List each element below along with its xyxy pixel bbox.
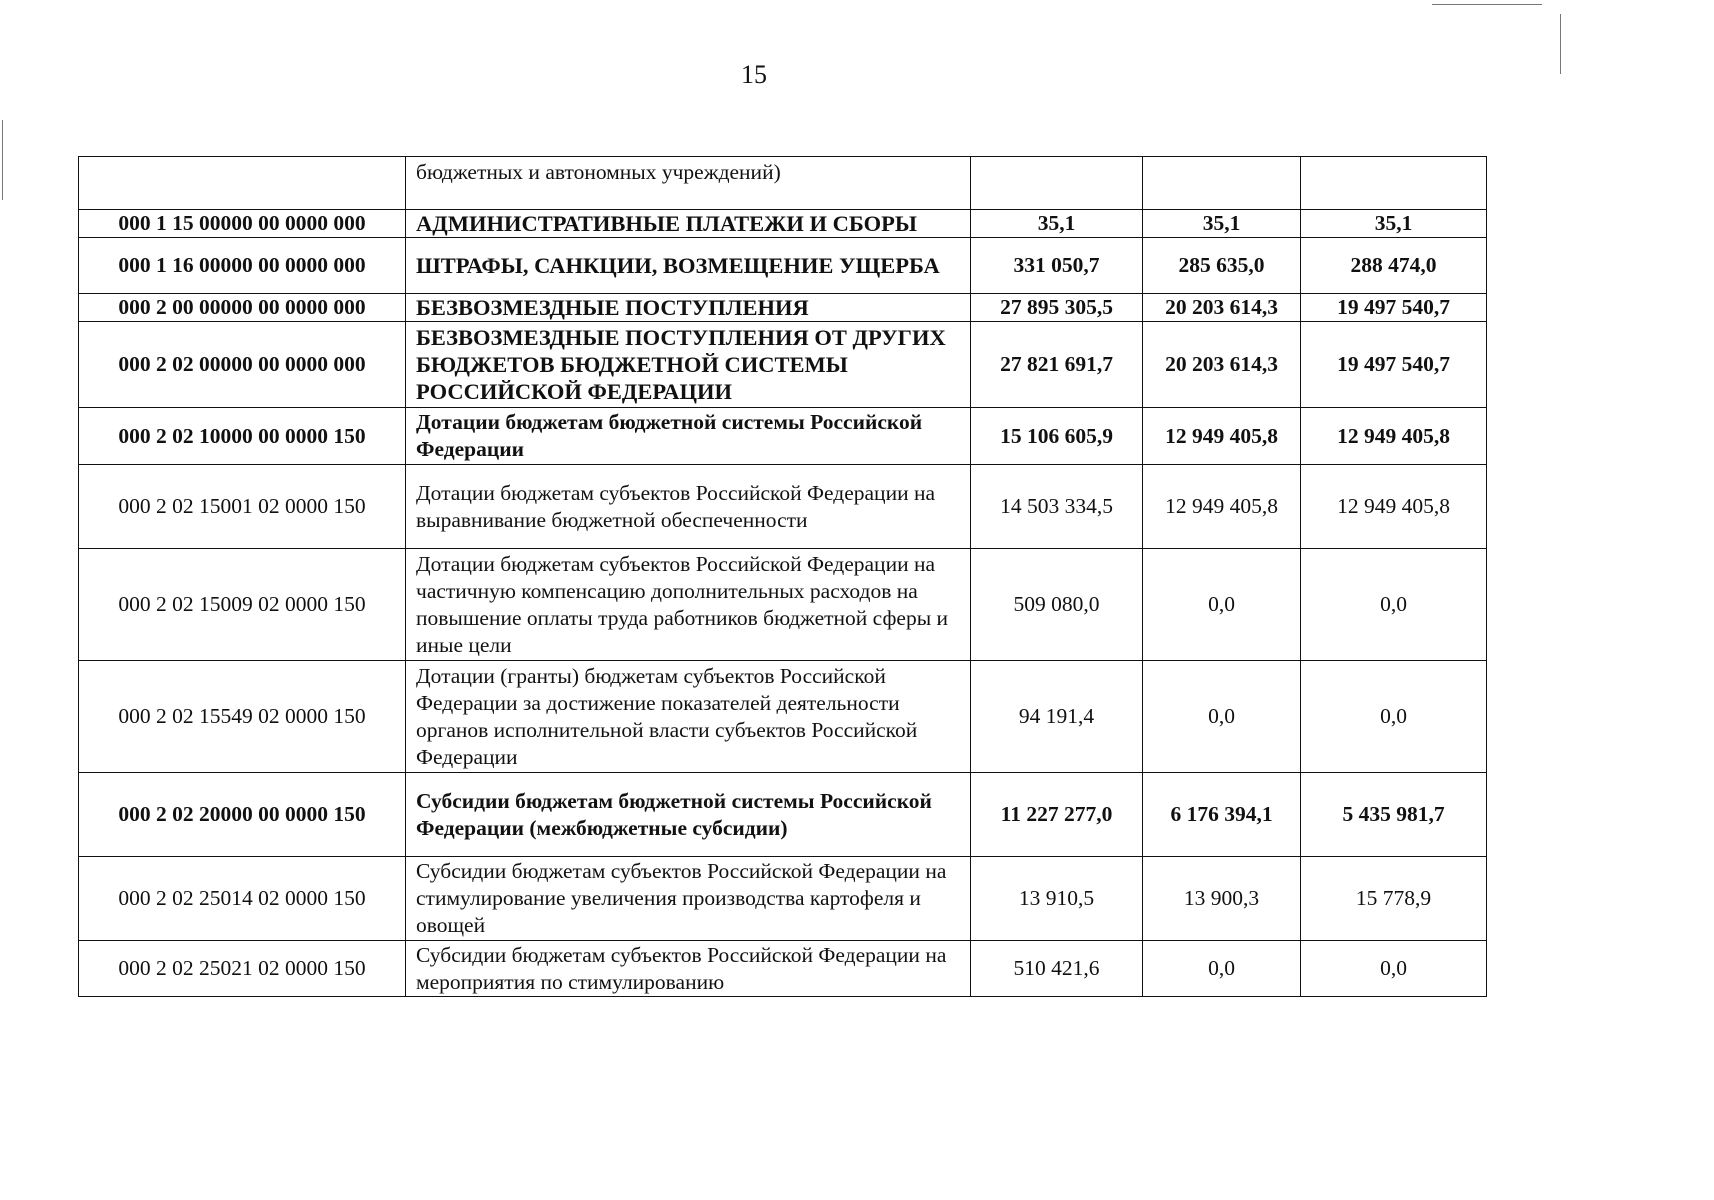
amount-col-2: 12 949 405,8 [1143,465,1301,549]
amount-col-1 [971,157,1143,210]
amount-col-3: 0,0 [1301,941,1487,997]
amount-col-2: 0,0 [1143,941,1301,997]
revenue-name: Дотации бюджетам бюджетной системы Российской Федерации [406,408,971,465]
amount-col-1: 27 821 691,7 [971,322,1143,408]
budget-code: 000 2 02 15001 02 0000 150 [79,465,406,549]
amount-col-1: 509 080,0 [971,549,1143,661]
budget-code [79,157,406,210]
table-row [79,549,1487,661]
amount-col-3: 0,0 [1301,549,1487,661]
revenue-name: БЕЗВОЗМЕЗДНЫЕ ПОСТУПЛЕНИЯ ОТ ДРУГИХ БЮДЖЕТОВ БЮДЖЕТНОЙ СИСТЕМЫ РОССИЙСКОЙ ФЕДЕРАЦИИ [406,322,971,408]
amount-col-2: 20 203 614,3 [1143,294,1301,322]
revenue-name: Дотации бюджетам субъектов Российской Федерации на частичную компенсацию дополнительных расходов на повышение оплаты труда работников бюджетной сферы и иные цели [406,549,971,661]
amount-col-1: 510 421,6 [971,941,1143,997]
amount-col-2: 13 900,3 [1143,857,1301,941]
budget-code: 000 2 02 15549 02 0000 150 [79,661,406,773]
amount-col-3: 288 474,0 [1301,238,1487,294]
amount-col-1: 35,1 [971,210,1143,238]
revenue-name: БЕЗВОЗМЕЗДНЫЕ ПОСТУПЛЕНИЯ [406,294,971,322]
amount-col-2: 285 635,0 [1143,238,1301,294]
amount-col-2: 0,0 [1143,549,1301,661]
scan-edge-mark [2,120,3,200]
table-row [79,661,1487,773]
amount-col-2: 20 203 614,3 [1143,322,1301,408]
scan-edge-mark [1432,4,1542,5]
revenue-name: Субсидии бюджетам субъектов Российской Федерации на стимулирование увеличения производства картофеля и овощей [406,857,971,941]
budget-code: 000 1 15 00000 00 0000 000 [79,210,406,238]
amount-col-2 [1143,157,1301,210]
amount-col-3: 35,1 [1301,210,1487,238]
revenue-name: ШТРАФЫ, САНКЦИИ, ВОЗМЕЩЕНИЕ УЩЕРБА [406,238,971,294]
amount-col-2: 0,0 [1143,661,1301,773]
amount-col-2: 35,1 [1143,210,1301,238]
amount-col-3: 12 949 405,8 [1301,408,1487,465]
amount-col-3 [1301,157,1487,210]
revenue-name: Дотации (гранты) бюджетам субъектов Российской Федерации за достижение показателей деятельности органов исполнительной власти субъектов Российской Федерации [406,661,971,773]
amount-col-1: 15 106 605,9 [971,408,1143,465]
revenue-name: АДМИНИСТРАТИВНЫЕ ПЛАТЕЖИ И СБОРЫ [406,210,971,238]
amount-col-2: 6 176 394,1 [1143,773,1301,857]
budget-code: 000 2 02 20000 00 0000 150 [79,773,406,857]
amount-col-1: 13 910,5 [971,857,1143,941]
page-number: 15 [741,60,767,89]
budget-revenue-table [78,156,1487,997]
amount-col-3: 15 778,9 [1301,857,1487,941]
amount-col-1: 27 895 305,5 [971,294,1143,322]
amount-col-1: 94 191,4 [971,661,1143,773]
amount-col-3: 0,0 [1301,661,1487,773]
budget-code: 000 1 16 00000 00 0000 000 [79,238,406,294]
table-row [79,857,1487,941]
budget-code: 000 2 02 00000 00 0000 000 [79,322,406,408]
amount-col-3: 19 497 540,7 [1301,294,1487,322]
table-row [79,465,1487,549]
revenue-name: Субсидии бюджетам бюджетной системы Российской Федерации (межбюджетные субсидии) [406,773,971,857]
budget-code: 000 2 00 00000 00 0000 000 [79,294,406,322]
budget-code: 000 2 02 25014 02 0000 150 [79,857,406,941]
amount-col-2: 12 949 405,8 [1143,408,1301,465]
amount-col-1: 14 503 334,5 [971,465,1143,549]
budget-code: 000 2 02 10000 00 0000 150 [79,408,406,465]
amount-col-3: 12 949 405,8 [1301,465,1487,549]
table-row [79,773,1487,857]
revenue-name: Дотации бюджетам субъектов Российской Федерации на выравнивание бюджетной обеспеченности [406,465,971,549]
revenue-name: бюджетных и автономных учреждений) [406,157,971,210]
table-row [79,408,1487,465]
amount-col-3: 19 497 540,7 [1301,322,1487,408]
amount-col-3: 5 435 981,7 [1301,773,1487,857]
scan-edge-mark [1560,14,1561,74]
budget-code: 000 2 02 15009 02 0000 150 [79,549,406,661]
budget-code: 000 2 02 25021 02 0000 150 [79,941,406,997]
table-row [79,210,1487,238]
table-row [79,322,1487,408]
amount-col-1: 331 050,7 [971,238,1143,294]
table-row [79,238,1487,294]
revenue-name: Субсидии бюджетам субъектов Российской Федерации на мероприятия по стимулированию [406,941,971,997]
table-row [79,294,1487,322]
amount-col-1: 11 227 277,0 [971,773,1143,857]
table-row [79,941,1487,997]
table-row [79,157,1487,210]
